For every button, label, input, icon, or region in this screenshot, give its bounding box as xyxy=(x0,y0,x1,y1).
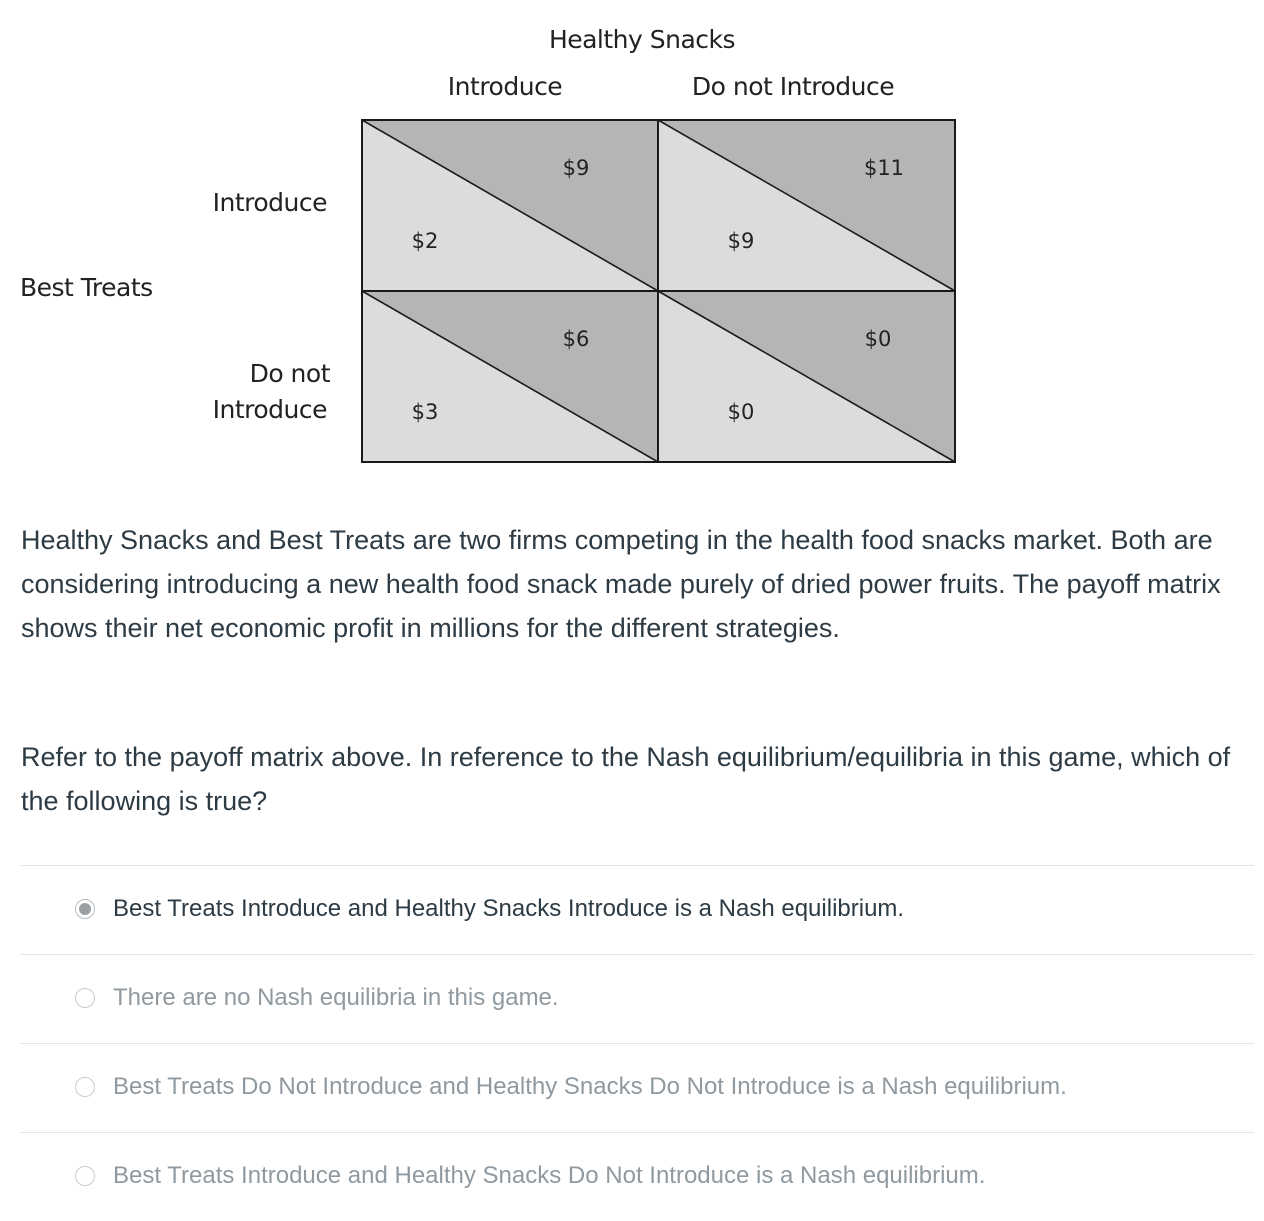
radio-button[interactable] xyxy=(75,1166,95,1186)
answer-option-label: Best Treats Introduce and Healthy Snacks Do Not Introduce is a Nash equilibrium. xyxy=(113,1162,986,1189)
cell-4-healthy-snacks-payoff: $0 xyxy=(864,327,892,351)
row-header-do-not-line2: Introduce xyxy=(212,395,327,424)
answer-option-4[interactable] xyxy=(20,1132,1254,1221)
cell-4-best-treats-payoff: $0 xyxy=(727,400,755,424)
cell-1-best-treats-payoff: $2 xyxy=(411,229,439,253)
radio-button[interactable] xyxy=(75,988,95,1008)
radio-button-selected[interactable] xyxy=(75,899,95,919)
answer-option-2[interactable] xyxy=(20,954,1254,1043)
cell-3-healthy-snacks-payoff: $6 xyxy=(562,327,590,351)
question-prompt: Refer to the payoff matrix above. In reference to the Nash equilibrium/equilibria in this game, which of the following is true? xyxy=(21,742,1231,816)
radio-button[interactable] xyxy=(75,1077,95,1097)
row-player-label: Best Treats xyxy=(20,273,153,302)
answer-option-label: Best Treats Do Not Introduce and Healthy Snacks Do Not Introduce is a Nash equilibrium. xyxy=(113,1073,1067,1100)
cell-1-healthy-snacks-payoff: $9 xyxy=(562,156,590,180)
cell-2-best-treats-payoff: $9 xyxy=(727,229,755,253)
payoff-matrix-figure xyxy=(0,0,1264,480)
row-header-do-not-line1: Do not xyxy=(249,359,330,388)
column-header-introduce: Introduce xyxy=(447,72,563,101)
column-player-label: Healthy Snacks xyxy=(548,25,736,54)
answer-option-1[interactable] xyxy=(20,865,1254,954)
cell-3-best-treats-payoff: $3 xyxy=(411,400,439,424)
answer-option-3[interactable] xyxy=(20,1043,1254,1132)
answer-list xyxy=(20,865,1254,1221)
answer-option-label: There are no Nash equilibria in this game. xyxy=(113,984,559,1011)
question-description: Healthy Snacks and Best Treats are two firms competing in the health food snacks market. Both are considering introducing a new health food snack made purely of dried power fruits. The payoff matrix shows their net economic profit in millions for the different strategies. xyxy=(21,525,1221,643)
cell-2-healthy-snacks-payoff: $11 xyxy=(863,156,905,180)
answer-option-label: Best Treats Introduce and Healthy Snacks Introduce is a Nash equilibrium. xyxy=(113,895,905,922)
column-header-do-not-introduce: Do not Introduce xyxy=(691,72,895,101)
row-header-introduce: Introduce xyxy=(212,188,327,217)
payoff-grid xyxy=(0,0,1264,480)
